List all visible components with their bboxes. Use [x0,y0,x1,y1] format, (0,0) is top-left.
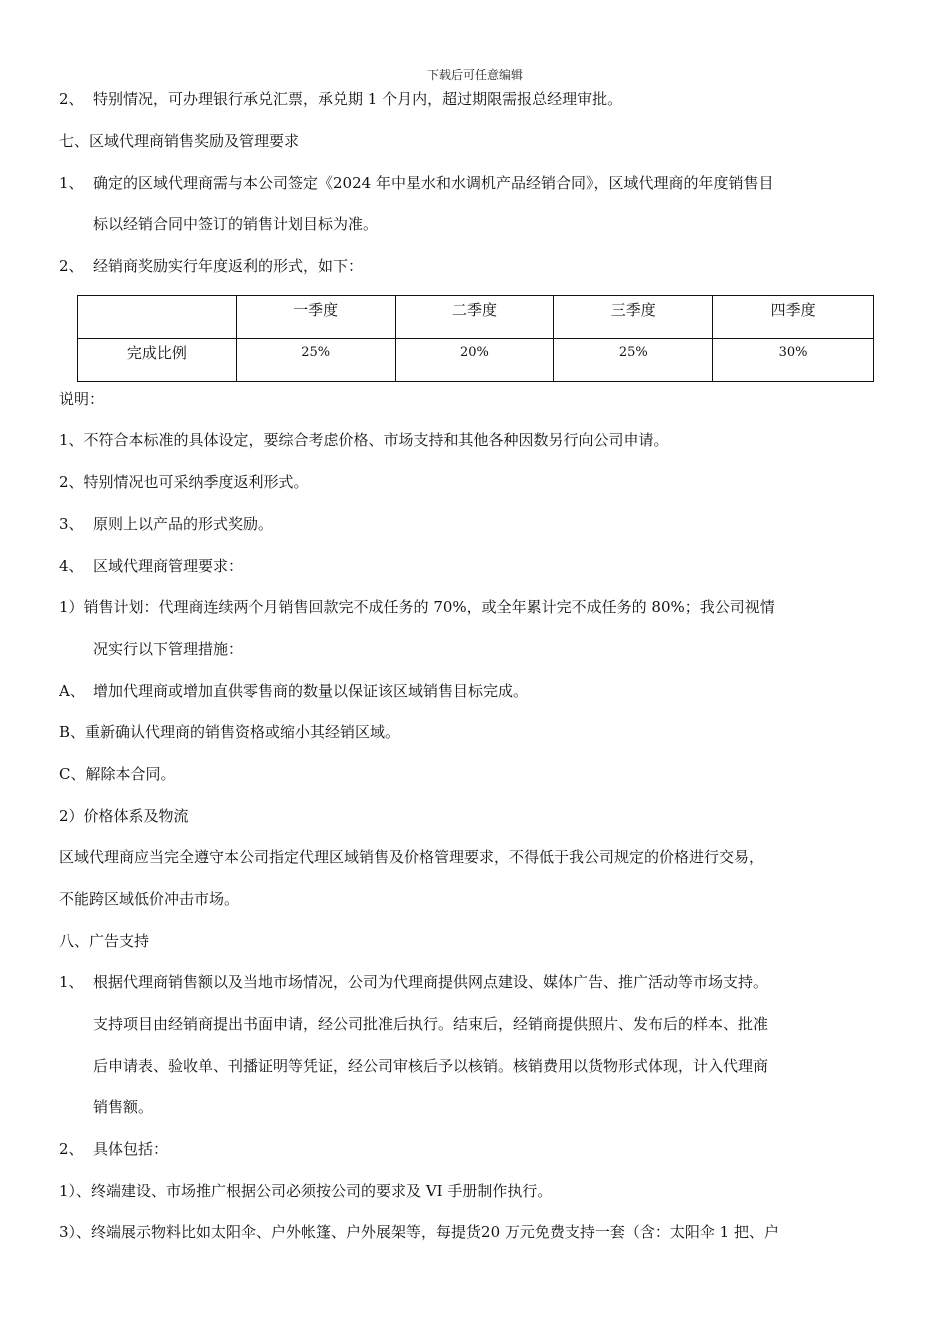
item-number: 2、 [59,1140,84,1158]
line-text: 增加代理商或增加直供零售商的数量以保证该区域销售目标完成。 [93,682,529,700]
table-header-row [78,296,874,339]
header-note: 下载后可任意编辑 [426,68,523,82]
item-number: 1、 [59,174,84,192]
paragraph-line [93,214,378,234]
paragraph-line [93,1014,768,1034]
line-text: 具体包括： [93,1140,169,1158]
line-text: 说明： [59,390,105,408]
line-text: 原则上以产品的形式奖励。 [93,515,274,533]
line-text: 经销商奖励实行年度返利的形式，如下： [93,257,364,275]
table-cell: 20% [395,339,554,382]
line-text: 标以经销合同中签订的销售计划目标为准。 [93,215,379,233]
paragraph-line [59,764,175,784]
line-text: 区域代理商应当完全遵守本公司指定代理区域销售及价格管理要求，不得低于我公司规定的价格进行交易， [59,848,765,866]
line-text: 况实行以下管理措施： [93,640,244,658]
rebate-table [77,295,874,382]
table-cell: 25% [236,339,395,382]
section-heading [59,931,149,951]
item-number: A、 [59,682,85,700]
paragraph-line [59,514,273,534]
paragraph-line [59,173,773,193]
line-text: 根据代理商销售额以及当地市场情况，公司为代理商提供网点建设、媒体广告、推广活动等市场支持。 [93,973,769,991]
line-text: 七、区域代理商销售奖励及管理要求 [59,132,300,150]
table-header-cell: 一季度 [236,296,395,339]
paragraph-line [59,472,309,492]
line-text: 3）、终端展示物料比如太阳伞、户外帐篷、户外展架等，每提货20 万元免费支持一套（含：太阳伞 1 把、户 [59,1223,779,1241]
paragraph-line [59,847,764,867]
line-text: 1）销售计划：代理商连续两个月销售回款完不成任务的 70%，或全年累计完不成任务的 80%；我公司视情 [59,598,775,616]
item-number: 2、 [59,257,84,275]
line-text: 2、特别情况也可采纳季度返利形式。 [59,473,309,491]
line-text: 1、不符合本标准的具体设定，要综合考虑价格、市场支持和其他各种因数另行向公司申请。 [59,431,669,449]
paragraph-line [59,430,669,450]
paragraph-line [59,256,363,276]
table-header-cell: 二季度 [395,296,554,339]
table-row [78,339,874,382]
line-text: 销售额。 [93,1098,154,1116]
paragraph-line [93,639,243,659]
table-header-cell: 三季度 [554,296,713,339]
table-header-cell: 四季度 [713,296,874,339]
table-header-cell [78,296,237,339]
item-number: 4、 [59,557,84,575]
table-cell: 25% [554,339,713,382]
line-text: 特别情况，可办理银行承兑汇票，承兑期 1 个月内，超过期限需报总经理审批。 [93,90,623,108]
item-number: 3、 [59,515,84,533]
paragraph-line [59,972,768,992]
paragraph-line [93,1097,153,1117]
line-text: 八、广告支持 [59,932,150,950]
paragraph-line [59,722,400,742]
paragraph-line [59,89,622,109]
line-text: 2）价格体系及物流 [59,807,189,825]
line-text: 确定的区域代理商需与本公司签定《2024 年中星水和水调机产品经销合同》，区域代理商的年度销售目 [93,174,774,192]
line-text: 1）、终端建设、市场推广根据公司必须按公司的要求及 VI 手册制作执行。 [59,1182,553,1200]
table-cell: 30% [713,339,874,382]
line-text: 不能跨区域低价冲击市场。 [59,890,240,908]
item-number: 2、 [59,90,84,108]
paragraph-line [59,806,189,826]
item-number: 1、 [59,973,84,991]
paragraph-line [59,389,104,409]
line-text: 支持项目由经销商提出书面申请，经公司批准后执行。结束后，经销商提供照片、发布后的样本、批准 [93,1015,769,1033]
paragraph-line [59,597,775,617]
paragraph-line [59,556,243,576]
paragraph-line [93,1056,768,1076]
line-text: 后申请表、验收单、刊播证明等凭证，经公司审核后予以核销。核销费用以货物形式体现，计入代理商 [93,1057,769,1075]
line-text: C、解除本合同。 [59,765,176,783]
paragraph-line [59,1222,779,1242]
line-text: 区域代理商管理要求： [93,557,244,575]
section-heading [59,131,299,151]
paragraph-line [59,681,528,701]
line-text: B、重新确认代理商的销售资格或缩小其经销区域。 [59,723,401,741]
paragraph-line [59,889,239,909]
paragraph-line [59,1139,168,1159]
paragraph-line [59,1181,552,1201]
table-row-label: 完成比例 [78,339,237,382]
